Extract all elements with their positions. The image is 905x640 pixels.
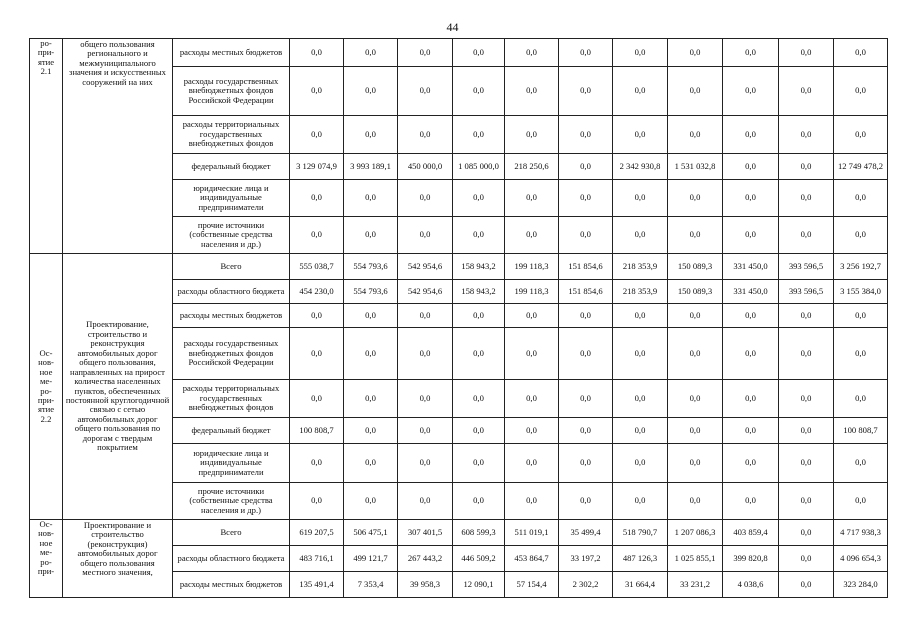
amount-cell: 0,0 [398,328,453,380]
amount-cell: 0,0 [559,154,613,180]
amount-cell: 0,0 [613,217,668,254]
amount-cell: 0,0 [290,328,344,380]
amount-cell: 0,0 [398,418,453,444]
amount-cell: 267 443,2 [398,546,453,572]
amount-cell: 0,0 [344,328,398,380]
amount-cell: 506 475,1 [344,520,398,546]
amount-cell: 0,0 [398,39,453,67]
amount-cell: 3 129 074,9 [290,154,344,180]
amount-cell: 0,0 [505,444,559,483]
amount-cell: 1 025 855,1 [668,546,723,572]
amount-cell: 0,0 [723,67,779,116]
amount-cell: 0,0 [559,380,613,418]
amount-cell: 0,0 [779,328,834,380]
amount-cell: 0,0 [668,39,723,67]
funding-source-cell: Всего [173,254,290,280]
amount-cell: 0,0 [290,483,344,520]
amount-cell: 0,0 [668,116,723,154]
amount-cell: 0,0 [613,483,668,520]
amount-cell: 0,0 [613,304,668,328]
amount-cell: 0,0 [613,39,668,67]
amount-cell: 0,0 [398,116,453,154]
amount-cell: 57 154,4 [505,572,559,598]
amount-cell: 0,0 [723,217,779,254]
amount-cell: 100 808,7 [290,418,344,444]
funding-source-cell: расходы государственных внебюджетных фондов Российской Федерации [173,67,290,116]
amount-cell: 151 854,6 [559,254,613,280]
amount-cell: 0,0 [723,483,779,520]
amount-cell: 33 197,2 [559,546,613,572]
amount-cell: 331 450,0 [723,254,779,280]
amount-cell: 0,0 [834,217,888,254]
amount-cell: 199 118,3 [505,254,559,280]
amount-cell: 0,0 [668,444,723,483]
amount-cell: 218 353,9 [613,254,668,280]
amount-cell: 0,0 [290,39,344,67]
amount-cell: 554 793,6 [344,280,398,304]
budget-table [29,38,888,598]
amount-cell: 0,0 [559,418,613,444]
amount-cell: 0,0 [779,217,834,254]
funding-source-cell: федеральный бюджет [173,154,290,180]
amount-cell: 0,0 [723,328,779,380]
amount-cell: 0,0 [559,39,613,67]
amount-cell: 0,0 [505,217,559,254]
amount-cell: 0,0 [398,444,453,483]
funding-source-cell: расходы местных бюджетов [173,304,290,328]
amount-cell: 0,0 [398,217,453,254]
amount-cell: 0,0 [453,39,505,67]
amount-cell: 0,0 [834,483,888,520]
amount-cell: 0,0 [344,217,398,254]
amount-cell: 0,0 [559,116,613,154]
amount-cell: 3 993 189,1 [344,154,398,180]
amount-cell: 453 864,7 [505,546,559,572]
amount-cell: 483 716,1 [290,546,344,572]
amount-cell: 0,0 [559,328,613,380]
amount-cell: 1 085 000,0 [453,154,505,180]
amount-cell: 0,0 [668,380,723,418]
amount-cell: 0,0 [668,483,723,520]
amount-cell: 0,0 [779,572,834,598]
amount-cell: 39 958,3 [398,572,453,598]
amount-cell: 450 000,0 [398,154,453,180]
amount-cell: 151 854,6 [559,280,613,304]
amount-cell: 0,0 [613,116,668,154]
amount-cell: 3 155 384,0 [834,280,888,304]
amount-cell: 0,0 [834,304,888,328]
amount-cell: 0,0 [559,304,613,328]
amount-cell: 403 859,4 [723,520,779,546]
amount-cell: 0,0 [453,180,505,217]
amount-cell: 0,0 [398,67,453,116]
amount-cell: 0,0 [344,39,398,67]
amount-cell: 0,0 [723,39,779,67]
amount-cell: 393 596,5 [779,280,834,304]
activity-description-cell: общего пользования регионального и межмуниципального значения и искусственных сооружений на них [63,39,173,254]
funding-source-cell: расходы областного бюджета [173,546,290,572]
amount-cell: 0,0 [613,328,668,380]
amount-cell: 0,0 [344,180,398,217]
amount-cell: 150 089,3 [668,254,723,280]
amount-cell: 1 207 086,3 [668,520,723,546]
amount-cell: 150 089,3 [668,280,723,304]
table-row [30,39,888,67]
amount-cell: 0,0 [559,217,613,254]
amount-cell: 0,0 [723,180,779,217]
amount-cell: 0,0 [723,116,779,154]
amount-cell: 218 250,6 [505,154,559,180]
amount-cell: 555 038,7 [290,254,344,280]
amount-cell: 0,0 [505,483,559,520]
amount-cell: 0,0 [290,304,344,328]
amount-cell: 323 284,0 [834,572,888,598]
amount-cell: 0,0 [779,67,834,116]
funding-source-cell: расходы областного бюджета [173,280,290,304]
funding-source-cell: расходы местных бюджетов [173,572,290,598]
amount-cell: 0,0 [613,67,668,116]
amount-cell: 0,0 [779,39,834,67]
activity-code-cell: Ос- нов- ное ме- ро- при- ятие 2.2 [30,254,63,520]
table-body [30,39,888,598]
amount-cell: 487 126,3 [613,546,668,572]
funding-source-cell: прочие источники (собственные средства населения и др.) [173,483,290,520]
amount-cell: 0,0 [613,444,668,483]
amount-cell: 100 808,7 [834,418,888,444]
funding-source-cell: юридические лица и индивидуальные предприниматели [173,444,290,483]
amount-cell: 0,0 [559,483,613,520]
amount-cell: 0,0 [453,217,505,254]
amount-cell: 0,0 [779,304,834,328]
funding-source-cell: юридические лица и индивидуальные предприниматели [173,180,290,217]
amount-cell: 619 207,5 [290,520,344,546]
amount-cell: 0,0 [505,180,559,217]
amount-cell: 1 531 032,8 [668,154,723,180]
amount-cell: 0,0 [723,154,779,180]
amount-cell: 12 749 478,2 [834,154,888,180]
amount-cell: 3 256 192,7 [834,254,888,280]
amount-cell: 35 499,4 [559,520,613,546]
amount-cell: 0,0 [453,418,505,444]
amount-cell: 0,0 [834,444,888,483]
amount-cell: 0,0 [559,180,613,217]
amount-cell: 0,0 [779,380,834,418]
amount-cell: 2 302,2 [559,572,613,598]
amount-cell: 499 121,7 [344,546,398,572]
amount-cell: 0,0 [779,418,834,444]
amount-cell: 2 342 930,8 [613,154,668,180]
amount-cell: 0,0 [505,328,559,380]
activity-code-cell: ро- при- ятие 2.1 [30,39,63,254]
amount-cell: 0,0 [344,67,398,116]
amount-cell: 0,0 [505,380,559,418]
amount-cell: 0,0 [559,444,613,483]
amount-cell: 0,0 [834,67,888,116]
page-number: 44 [446,20,459,34]
funding-source-cell: федеральный бюджет [173,418,290,444]
amount-cell: 0,0 [398,180,453,217]
amount-cell: 0,0 [779,444,834,483]
amount-cell: 0,0 [344,116,398,154]
amount-cell: 0,0 [668,217,723,254]
amount-cell: 0,0 [723,380,779,418]
amount-cell: 0,0 [290,180,344,217]
amount-cell: 0,0 [453,304,505,328]
amount-cell: 0,0 [723,418,779,444]
amount-cell: 0,0 [290,380,344,418]
activity-description-cell: Проектирование, строительство и реконструкция автомобильных дорог общего пользования, направленных на прирост количества населенных пунктов, обеспеченных постоянной круглогодичной связью с сетью автомобильных дорог общего пользования по дорогам с твердым покрытием [63,254,173,520]
funding-source-cell: Всего [173,520,290,546]
activity-code-cell: Ос- нов- ное ме- ро- при- [30,520,63,598]
amount-cell: 0,0 [779,483,834,520]
amount-cell: 0,0 [779,116,834,154]
amount-cell: 218 353,9 [613,280,668,304]
amount-cell: 0,0 [453,328,505,380]
amount-cell: 199 118,3 [505,280,559,304]
amount-cell: 0,0 [453,483,505,520]
amount-cell: 0,0 [668,304,723,328]
amount-cell: 0,0 [453,444,505,483]
amount-cell: 0,0 [344,444,398,483]
amount-cell: 158 943,2 [453,280,505,304]
amount-cell: 0,0 [505,67,559,116]
amount-cell: 0,0 [344,418,398,444]
amount-cell: 0,0 [344,483,398,520]
amount-cell: 446 509,2 [453,546,505,572]
amount-cell: 0,0 [505,116,559,154]
amount-cell: 454 230,0 [290,280,344,304]
amount-cell: 158 943,2 [453,254,505,280]
amount-cell: 0,0 [613,418,668,444]
amount-cell: 511 019,1 [505,520,559,546]
amount-cell: 0,0 [453,116,505,154]
amount-cell: 31 664,4 [613,572,668,598]
amount-cell: 0,0 [290,67,344,116]
amount-cell: 0,0 [779,154,834,180]
amount-cell: 542 954,6 [398,280,453,304]
amount-cell: 542 954,6 [398,254,453,280]
amount-cell: 554 793,6 [344,254,398,280]
amount-cell: 0,0 [505,39,559,67]
table-row [30,254,888,280]
amount-cell: 0,0 [398,380,453,418]
amount-cell: 4 717 938,3 [834,520,888,546]
amount-cell: 0,0 [779,520,834,546]
amount-cell: 0,0 [779,546,834,572]
amount-cell: 0,0 [505,418,559,444]
amount-cell: 0,0 [344,380,398,418]
amount-cell: 0,0 [398,304,453,328]
amount-cell: 0,0 [290,116,344,154]
amount-cell: 518 790,7 [613,520,668,546]
amount-cell: 0,0 [344,304,398,328]
amount-cell: 0,0 [453,67,505,116]
amount-cell: 0,0 [668,67,723,116]
amount-cell: 0,0 [723,444,779,483]
amount-cell: 0,0 [559,67,613,116]
amount-cell: 0,0 [834,380,888,418]
amount-cell: 0,0 [834,328,888,380]
amount-cell: 0,0 [613,180,668,217]
funding-source-cell: прочие источники (собственные средства населения и др.) [173,217,290,254]
amount-cell: 0,0 [723,304,779,328]
amount-cell: 0,0 [290,444,344,483]
amount-cell: 399 820,8 [723,546,779,572]
amount-cell: 33 231,2 [668,572,723,598]
amount-cell: 0,0 [834,116,888,154]
funding-source-cell: расходы местных бюджетов [173,39,290,67]
amount-cell: 0,0 [668,328,723,380]
amount-cell: 7 353,4 [344,572,398,598]
amount-cell: 0,0 [505,304,559,328]
amount-cell: 0,0 [668,180,723,217]
amount-cell: 135 491,4 [290,572,344,598]
amount-cell: 393 596,5 [779,254,834,280]
amount-cell: 4 038,6 [723,572,779,598]
amount-cell: 0,0 [779,180,834,217]
amount-cell: 0,0 [398,483,453,520]
amount-cell: 0,0 [834,39,888,67]
amount-cell: 0,0 [290,217,344,254]
amount-cell: 0,0 [453,380,505,418]
activity-description-cell: Проектирование и строительство (реконструкция) автомобильных дорог общего пользования местного значения, [63,520,173,598]
amount-cell: 0,0 [668,418,723,444]
funding-source-cell: расходы территориальных государственных внебюджетных фондов [173,380,290,418]
amount-cell: 331 450,0 [723,280,779,304]
table-row [30,520,888,546]
amount-cell: 307 401,5 [398,520,453,546]
amount-cell: 0,0 [834,180,888,217]
funding-source-cell: расходы государственных внебюджетных фондов Российской Федерации [173,328,290,380]
amount-cell: 0,0 [613,380,668,418]
amount-cell: 608 599,3 [453,520,505,546]
funding-source-cell: расходы территориальных государственных внебюджетных фондов [173,116,290,154]
amount-cell: 4 096 654,3 [834,546,888,572]
amount-cell: 12 090,1 [453,572,505,598]
